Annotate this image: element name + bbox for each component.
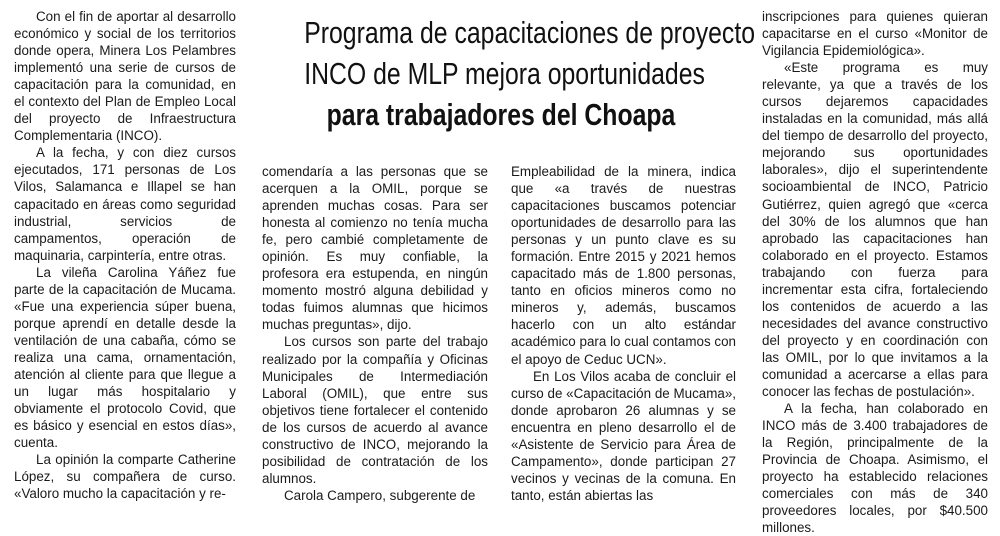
paragraph: En Los Vilos acaba de concluir el curso de «Capacitación de Mucama», donde aprobaron 26 alumnas y se encuentra en pleno desarrollo el de «Asistente de Servicio para Área de Campamento», donde participan 27 vecinos y vecinas de la comuna. En tanto, están abiertas las [511, 368, 736, 503]
headline [255, 12, 755, 135]
paragraph: Los cursos son parte del trabajo realizado por la compañía y Oficinas Municipales de Intermediación Laboral (OMIL), que entre sus objetivos tiene fortalecer el contenido de los cursos de acuerdo al avance constructivo de INCO, mejorando la posibilidad de contratación de los alumnos. [262, 334, 488, 486]
paragraph: La vileña Carolina Yáñez fue parte de la capacitación de Mucama. «Fue una experiencia súper buena, porque aprendí en detalle desde la ventilación de una cabaña, cómo se realiza una cama, ornamentación, atención al cliente para que llegue a un lugar más hospitalario y obviamente el protocolo Covid, que es básico y esencial en estos días», cuenta. [14, 264, 236, 451]
paragraph-continuation: inscripciones para quienes quieran capacitarse en el curso «Monitor de Vigilancia Epidemiológica». [762, 9, 988, 59]
paragraph: A la fecha, han colaborado en INCO más de 3.400 trabajadores de la Región, principalmente de la Provincia de Choapa. Asimismo, el proyecto ha establecido relaciones comerciales con más de 340 proveedores locales, por $40.500 millones. [762, 401, 988, 536]
paragraph: Carola Campero, subgerente de [284, 487, 476, 503]
headline-line-1: Programa de capacitaciones de proyecto [304, 15, 755, 50]
headline-line-2: INCO de MLP mejora oportunidades [304, 56, 705, 91]
article-column-4 [762, 8, 988, 536]
paragraph: Con el fin de aportar al desarrollo económico y social de los territorios donde opera, Minera Los Pelambres implementó una serie de cursos de capacitación para la comunidad, en el contexto del Plan de Empleo Local del proyecto de Infraestructura Complementaria (INCO). [14, 9, 236, 144]
paragraph: La opinión la comparte Catherine López, su compañera de curso. «Valoro mucho la capacitación y re- [14, 452, 236, 502]
article-column-1 [14, 8, 236, 502]
paragraph-continuation: comendaría a las personas que se acerquen a la OMIL, porque se aprenden muchas cosas. Para ser honesta al comienzo no tenía mucha fe, pero cambié completamente de opinión. Es muy confiable, la profesora era estupenda, en ningún momento mostró alguna debilidad y todas fuimos alumnas que hicimos muchas preguntas», dijo. [262, 164, 488, 333]
article-column-3 [511, 163, 736, 504]
paragraph: «Este programa es muy relevante, ya que a través de los cursos dejaremos capacidades instaladas en la comunidad, más allá del tiempo de desarrollo del proyecto, mejorando sus oportunidades laborales», dijo el superintendente socioambiental de INCO, Patricio Gutiérrez, quien agregó que «cerca del 30% de los alumnos que han aprobado las capacitaciones han colaborado en el proyecto. Estamos trabajando con fuerza para incrementar esta cifra, fortaleciendo los contenidos de acuerdo a las necesidades del avance constructivo del proyecto y en coordinación con las OMIL, por lo que invitamos a la comunidad a acercarse a ellas para conocer las fechas de postulación». [762, 60, 988, 400]
paragraph: A la fecha, y con diez cursos ejecutados, 171 personas de Los Vilos, Salamanca e Illapel se han capacitado en áreas como seguridad industrial, servicios de campamentos, operación de maquinaria, carpintería, entre otras. [14, 145, 236, 263]
headline-line-3: para trabajadores del Choapa [326, 97, 676, 132]
article-column-2 [262, 163, 488, 504]
paragraph-continuation: Empleabilidad de la minera, indica que «a través de nuestras capacitaciones buscamos potenciar oportunidades de desarrollo para las personas y un punto clave es su formación. Entre 2015 y 2021 hemos capacitado más de 1.800 personas, tanto en oficios mineros como no mineros y, además, buscamos hacerlo con un alto estándar académico para lo cual contamos con el apoyo de Ceduc UCN». [511, 164, 736, 367]
